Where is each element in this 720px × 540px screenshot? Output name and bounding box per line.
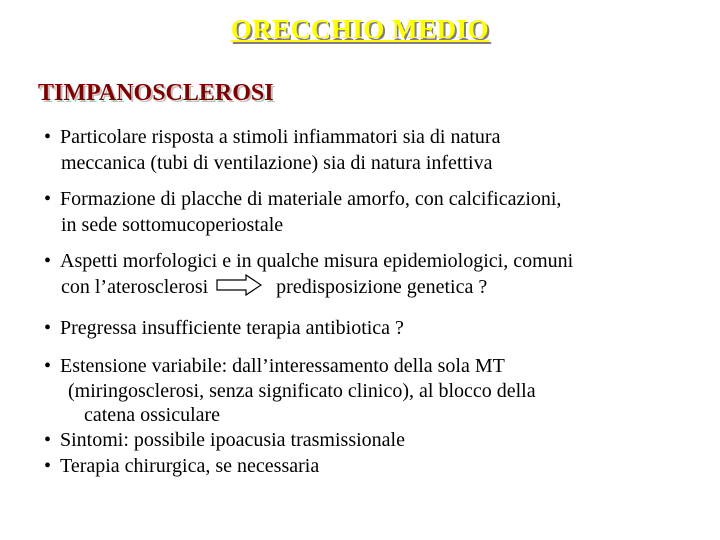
- bullet-list: [44, 124, 704, 479]
- bullet-text: Sintomi: possibile ipoacusia trasmissionale: [60, 429, 405, 451]
- bullet-text-right: predisposizione genetica ?: [276, 276, 488, 299]
- bullet-item: [44, 453, 704, 479]
- bullet-text-continued: catena ossiculare: [84, 404, 221, 426]
- bullet-marker: •: [44, 429, 52, 451]
- bullet-item: [44, 186, 704, 238]
- bullet-text-left: con l’aterosclerosi: [61, 276, 209, 299]
- bullet-text: Formazione di placche di materiale amorfo, con calcificazioni,: [60, 188, 562, 210]
- bullet-text: Estensione variabile: dall’interessamento della sola MT: [60, 355, 505, 377]
- bullet-text: Particolare risposta a stimoli infiammatori sia di natura: [60, 126, 501, 148]
- bullet-text-continued: (miringosclerosi, senza significato clinico), al blocco della: [68, 380, 536, 402]
- bullet-text-continued: [44, 274, 704, 303]
- bullet-text: Terapia chirurgica, se necessaria: [60, 455, 320, 477]
- bullet-item: [44, 353, 704, 427]
- bullet-text: Pregressa insufficiente terapia antibiotica ?: [60, 317, 404, 339]
- bullet-item: [44, 315, 704, 341]
- bullet-text: Aspetti morfologici e in qualche misura epidemiologici, comuni: [60, 250, 574, 272]
- slide-title: ORECCHIO MEDIO: [230, 14, 490, 44]
- slide-subtitle: TIMPANOSCLEROSI: [38, 80, 274, 106]
- bullet-item: [44, 427, 704, 453]
- bullet-marker: •: [44, 455, 52, 477]
- bullet-text-continued: in sede sottomucoperiostale: [61, 214, 284, 236]
- bullet-item: [44, 248, 704, 303]
- bullet-marker: •: [44, 250, 52, 272]
- right-arrow-icon: [216, 274, 262, 303]
- bullet-marker: •: [44, 317, 52, 339]
- bullet-marker: •: [44, 355, 52, 377]
- bullet-marker: •: [44, 126, 52, 148]
- bullet-text-continued: meccanica (tubi di ventilazione) sia di natura infettiva: [61, 152, 493, 174]
- bullet-item: [44, 124, 704, 176]
- bullet-marker: •: [44, 188, 52, 210]
